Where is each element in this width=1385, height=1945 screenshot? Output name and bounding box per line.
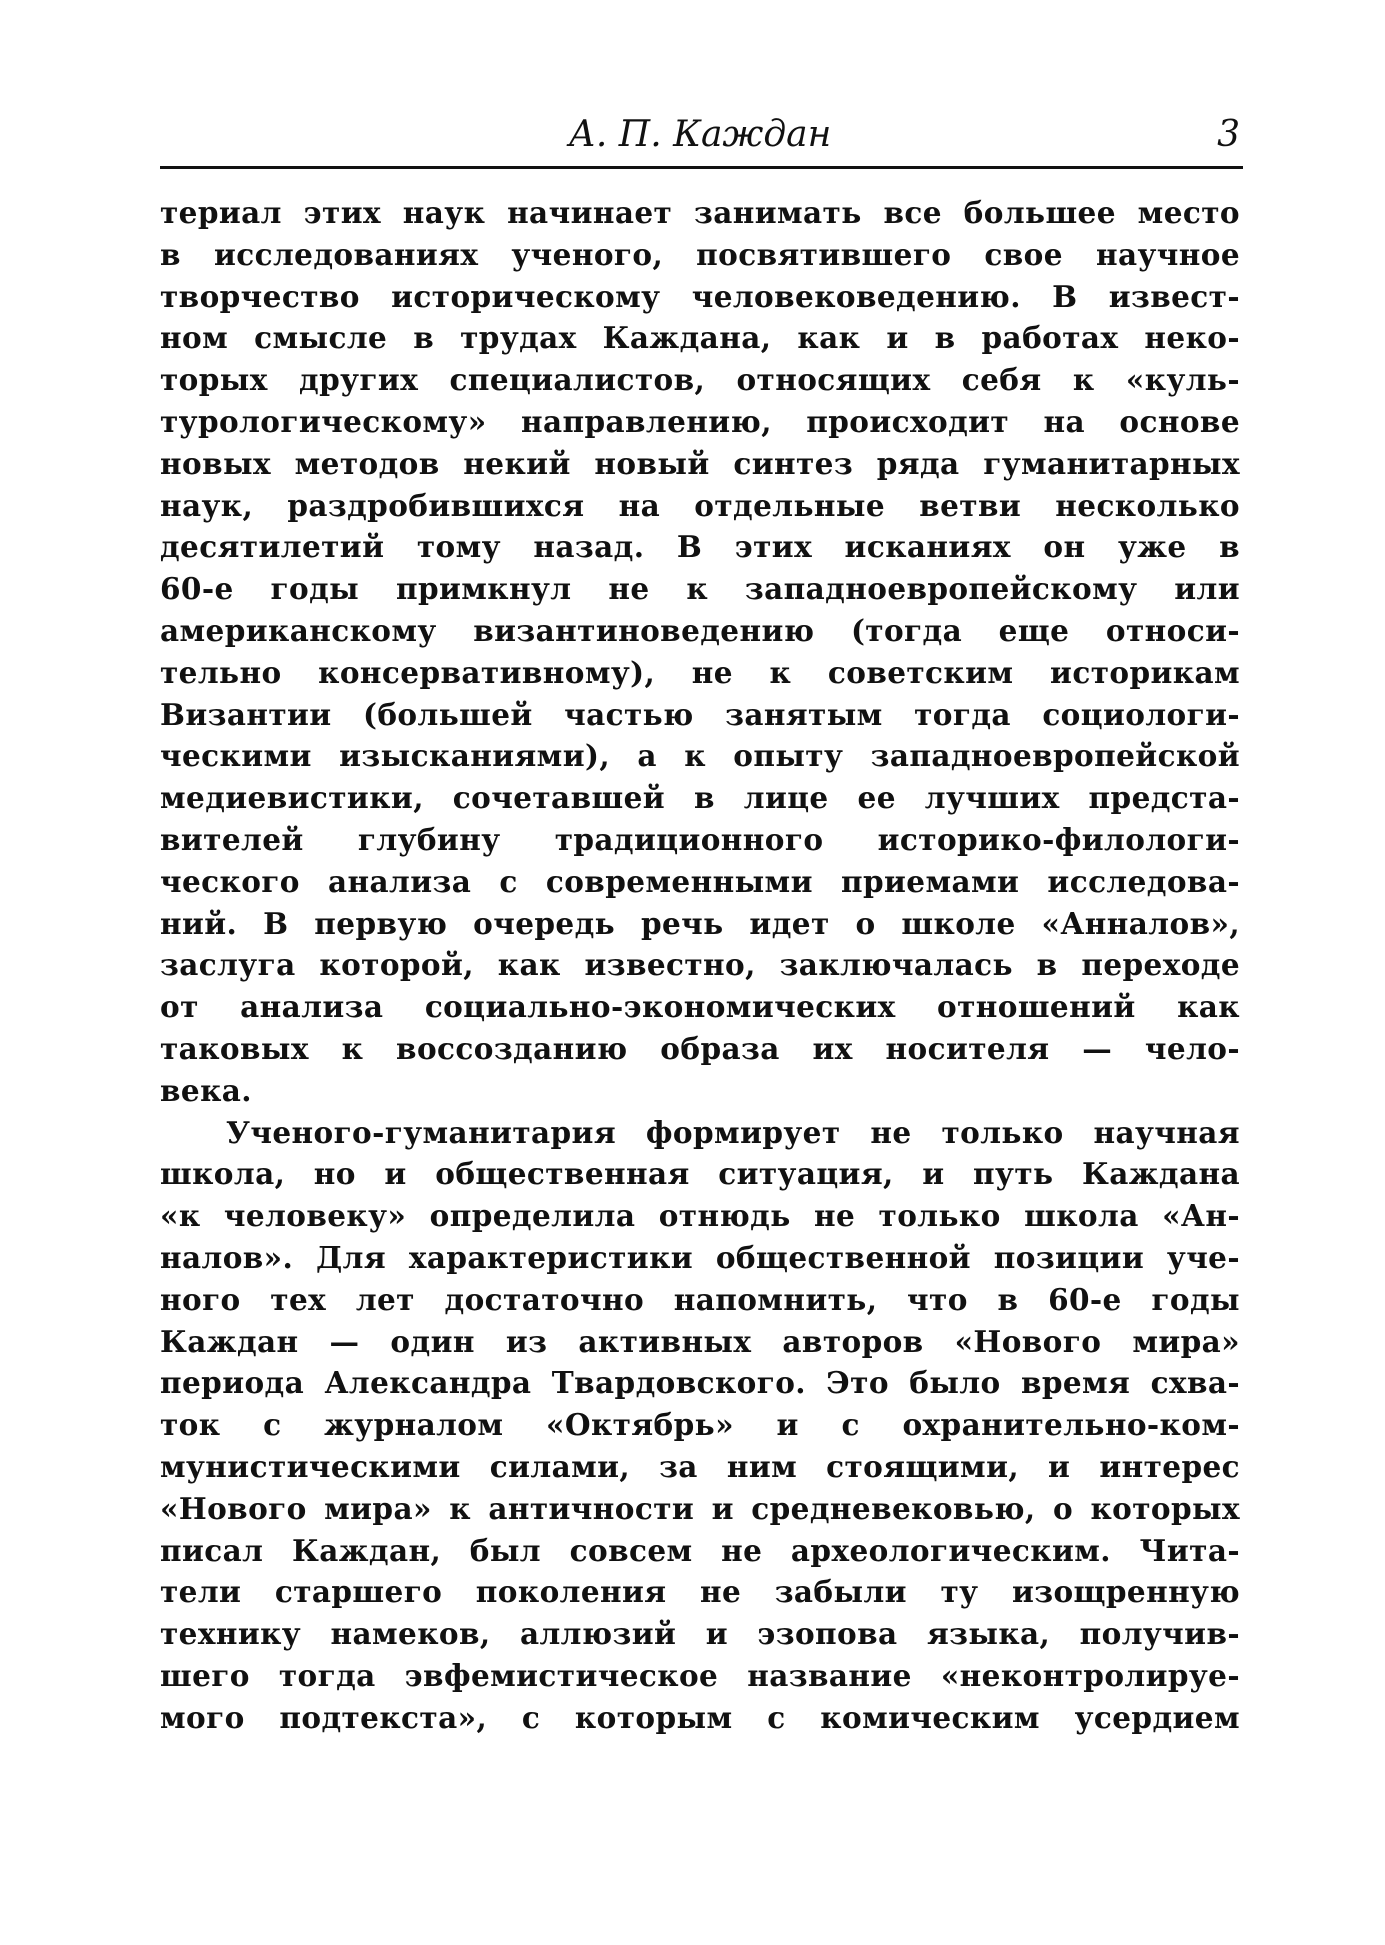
header-rule [160,166,1243,169]
text-line: века. [160,1072,252,1108]
text-line: медиевистики, сочетавшей в лице ее лучших предста- [160,780,1240,816]
text-line: шего тогда эвфемистическое название «неконтролируе- [160,1657,1240,1693]
text-line: школа, но и общественная ситуация, и путь Каждана [160,1156,1240,1192]
text-line: заслуга которой, как известно, заключалась в переходе [160,947,1240,983]
text-line: ного тех лет достаточно напомнить, что в 60-е годы [160,1281,1240,1317]
text-line: мунистическими силами, за ним стоящими, и интерес [160,1448,1240,1484]
text-line: Каждан — один из активных авторов «Нового мира» [160,1323,1240,1359]
text-line: «к человеку» определила отнюдь не только школа «Ан- [160,1198,1240,1234]
text-line: мого подтекста», с которым с комическим усердием [160,1699,1240,1735]
text-line: наук, раздробившихся на отдельные ветви несколько [160,487,1240,523]
paragraph [160,1112,1240,1739]
text-line: ном смысле в трудах Каждана, как и в работах неко- [160,320,1240,356]
text-line: ний. В первую очередь речь идет о школе «Анналов», [160,905,1240,941]
text-line: от анализа социально-экономических отношений как [160,989,1240,1025]
text-line: ток с журналом «Октябрь» и с охранительно-ком- [160,1407,1240,1443]
page-number: 3 [1217,114,1240,155]
text-line: периода Александра Твардовского. Это было время схва- [160,1365,1240,1401]
paragraph [160,192,1240,1112]
text-line: вителей глубину традиционного историко-филологи- [160,821,1240,857]
text-line: Византии (большей частью занятым тогда социологи- [160,696,1240,732]
text-line: турологическому» направлению, происходит на основе [160,403,1240,439]
text-line: «Нового мира» к античности и средневековью, о которых [160,1490,1240,1526]
text-line: новых методов некий новый синтез ряда гуманитарных [160,445,1240,481]
running-title: А. П. Каждан [568,114,832,155]
text-line: таковых к воссозданию образа их носителя — чело- [160,1030,1240,1066]
text-line: торых других специалистов, относящих себя к «куль- [160,362,1240,398]
text-line: творчество историческому человековедению. В извест- [160,278,1240,314]
text-line: налов». Для характеристики общественной позиции уче- [160,1239,1240,1275]
text-line: американскому византиноведению (тогда еще относи- [160,612,1240,648]
text-line: 60-е годы примкнул не к западноевропейскому или [160,571,1240,607]
text-line: ческими изысканиями), а к опыту западноевропейской [160,738,1240,774]
text-line: териал этих наук начинает занимать все большее место [160,195,1240,230]
text-line: писал Каждан, был совсем не археологическим. Чита- [160,1532,1240,1568]
text-line: тели старшего поколения не забыли ту изощренную [160,1574,1240,1610]
body-text [160,192,1240,1738]
text-line: десятилетий тому назад. В этих исканиях он уже в [160,529,1240,565]
text-line: в исследованиях ученого, посвятившего свое научное [160,236,1240,272]
text-line: технику намеков, аллюзий и эзопова языка, получив- [160,1616,1240,1652]
running-head [160,105,1240,165]
text-line: тельно консервативному), не к советским историкам [160,654,1240,690]
text-line: ческого анализа с современными приемами исследова- [160,863,1240,899]
text-line: Ученого-гуманитария формирует не только научная [226,1114,1240,1150]
